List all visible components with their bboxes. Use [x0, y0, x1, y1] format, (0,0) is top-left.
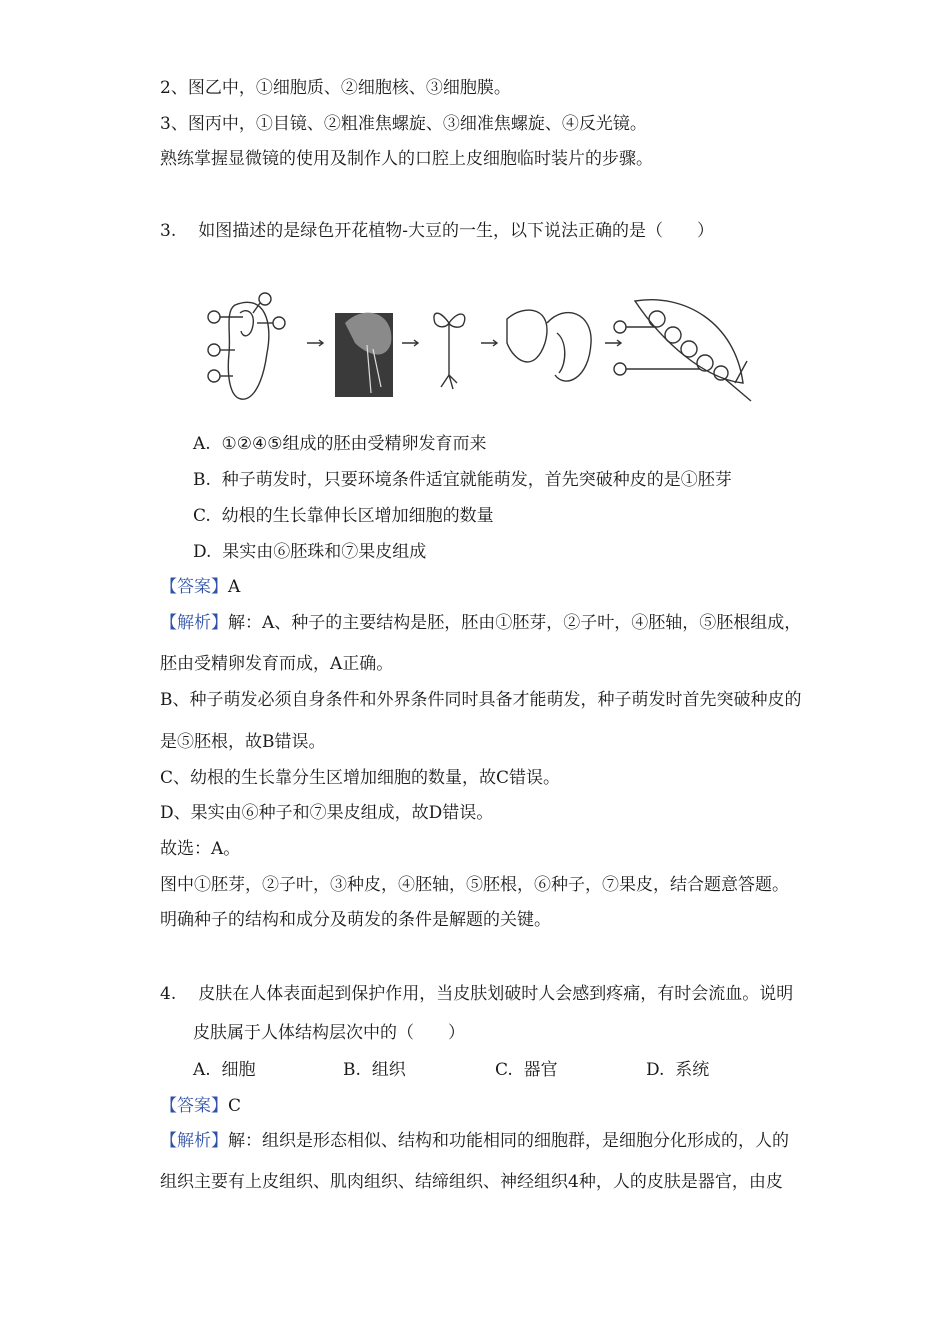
option-c: [495, 1059, 558, 1081]
option-text: 组织: [371, 1060, 406, 1080]
option-text: 种子萌发时，只要环境条件适宜就能萌发，首先突破种皮的是①胚芽: [221, 470, 732, 490]
analysis-line: D、果实由⑥种子和⑦果皮组成，故D错误。: [160, 803, 494, 823]
option-text: 器官: [523, 1060, 558, 1080]
question-4-stem: [160, 983, 793, 1005]
option-letter: B.: [343, 1060, 361, 1080]
pod-diagram: [614, 300, 751, 401]
seed-diagram: [208, 293, 285, 399]
question-text: 皮肤在人体表面起到保护作用，当皮肤划破时人会感到疼痛，有时会流血。说明: [198, 984, 794, 1004]
option-letter: D.: [193, 542, 212, 562]
option-b: [193, 469, 732, 491]
answer-value: C: [228, 1096, 242, 1116]
question-number: 3.: [160, 221, 177, 241]
answer-line: [160, 1095, 241, 1117]
option-a: [193, 433, 486, 455]
option-text: 幼根的生长靠伸长区增加细胞的数量: [221, 506, 494, 526]
option-letter: D.: [646, 1060, 665, 1080]
option-letter: A.: [193, 1060, 211, 1080]
analysis-line: 故选：A。: [160, 839, 241, 859]
analysis-line: 组织主要有上皮组织、肌肉组织、结缔组织、神经组织4种，人的皮肤是器官，由皮: [160, 1172, 783, 1192]
option-d: [646, 1059, 709, 1081]
analysis-line: [160, 612, 801, 634]
option-b: [343, 1059, 406, 1081]
answer-tag: 【答案】: [160, 577, 228, 597]
question-4-stem-continued: 皮肤属于人体结构层次中的（ ）: [193, 1023, 465, 1043]
question-text: 如图描述的是绿色开花植物-大豆的一生，以下说法正确的是（ ）: [198, 221, 714, 241]
analysis-line: 胚由受精卵发育而成，A正确。: [160, 654, 394, 674]
analysis-line: 明确种子的结构和成分及萌发的条件是解题的关键。: [160, 910, 551, 930]
option-text: 果实由⑥胚珠和⑦果皮组成: [222, 542, 427, 562]
option-text: 细胞: [221, 1060, 256, 1080]
analysis-text: 解：A、种子的主要结构是胚，胚由①胚芽，②子叶，④胚轴，⑤胚根组成，: [228, 613, 802, 633]
analysis-line: [160, 1130, 789, 1152]
analysis-line: C、幼根的生长靠分生区增加细胞的数量，故C错误。: [160, 768, 561, 788]
option-text: ①②④⑤组成的胚由受精卵发育而来: [221, 434, 487, 454]
soybean-life-cycle-figure: [195, 283, 755, 411]
analysis-tag: 【解析】: [160, 613, 228, 633]
seedling-diagram: [434, 313, 465, 389]
analysis-tag: 【解析】: [160, 1131, 228, 1151]
analysis-line: 图中①胚芽，②子叶，③种皮，④胚轴，⑤胚根，⑥种子，⑦果皮，结合题意答题。: [160, 875, 789, 895]
answer-line: [160, 576, 240, 598]
question-3-stem: [160, 220, 714, 242]
option-letter: B.: [193, 470, 211, 490]
option-letter: C.: [495, 1060, 513, 1080]
prev-line-1: 2、图乙中，①细胞质、②细胞核、③细胞膜。: [160, 78, 511, 98]
option-letter: A.: [193, 434, 211, 454]
option-c: [193, 505, 494, 527]
option-text: 系统: [675, 1060, 710, 1080]
option-letter: C.: [193, 506, 211, 526]
answer-tag: 【答案】: [160, 1096, 228, 1116]
prev-line-3: 熟练掌握显微镜的使用及制作人的口腔上皮细胞临时装片的步骤。: [160, 149, 653, 169]
analysis-line: B、种子萌发必须自身条件和外界条件同时具备才能萌发，种子萌发时首先突破种皮的: [160, 690, 802, 710]
analysis-text: 解：组织是形态相似、结构和功能相同的细胞群，是细胞分化形成的，人的: [228, 1131, 789, 1151]
analysis-line: 是⑤胚根，故B错误。: [160, 732, 326, 752]
prev-line-2: 3、图丙中，①目镜、②粗准焦螺旋、③细准焦螺旋、④反光镜。: [160, 114, 647, 134]
option-d: [193, 541, 426, 563]
flower-diagram: [507, 310, 591, 381]
question-number: 4.: [160, 984, 177, 1004]
answer-value: A: [228, 577, 241, 597]
option-a: [193, 1059, 256, 1081]
